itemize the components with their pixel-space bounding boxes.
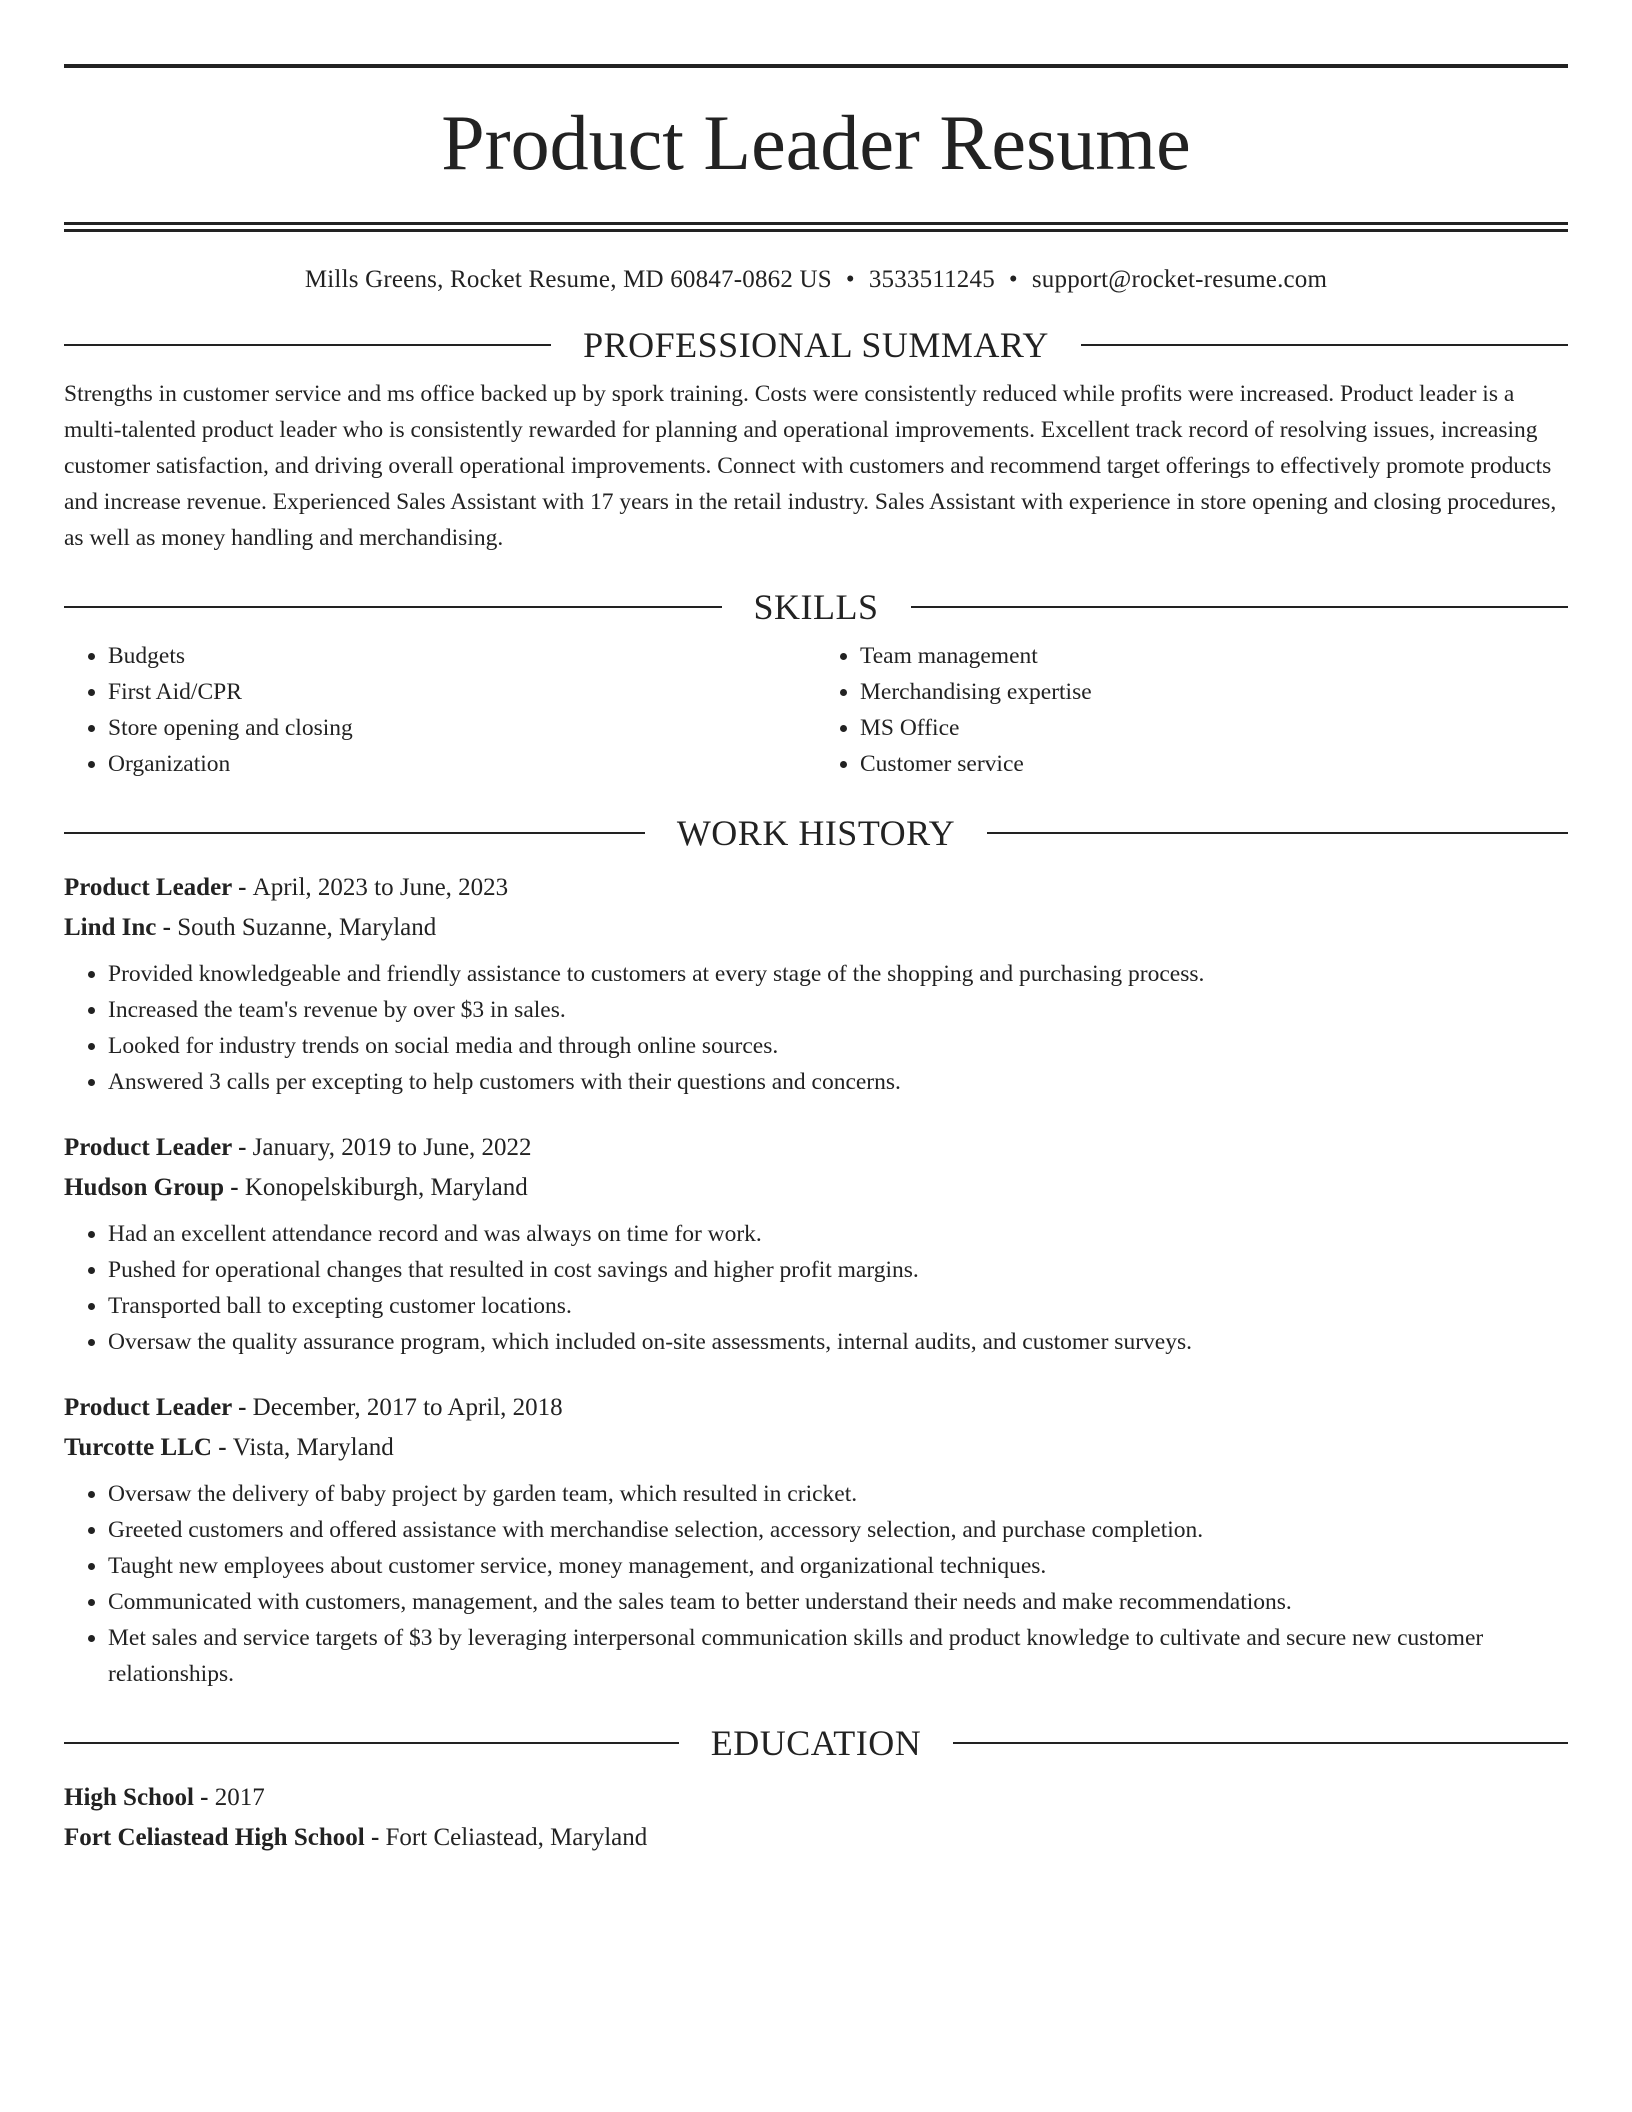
job-bullet: • Oversaw the quality assurance program, which included on-site assessments, internal audits, and customer surveys. (108, 1324, 1568, 1360)
work-heading (64, 812, 1568, 854)
dash: - (224, 1174, 245, 1201)
education-degree: High School (64, 1784, 194, 1811)
job-entry (64, 868, 1568, 1100)
dash: - (364, 1824, 386, 1851)
education-school-line (64, 1818, 1568, 1858)
contact-separator: • (845, 266, 855, 293)
job-title-line (64, 1128, 1568, 1168)
contact-email: support@rocket-resume.com (1031, 266, 1328, 293)
job-title: Product Leader (64, 874, 232, 901)
contact-line (64, 266, 1568, 294)
skills-column-right (816, 638, 1568, 782)
job-location: Vista, Maryland (232, 1434, 394, 1461)
job-bullet: • Met sales and service targets of $3 by leveraging interpersonal communication skills and product knowledge to cultivate and secure new customer relationships. (108, 1620, 1568, 1692)
skill-item: • Store opening and closing (108, 710, 816, 746)
education-location: Fort Celiastead, Maryland (385, 1824, 648, 1851)
job-company-line (64, 1428, 1568, 1468)
skills-heading (64, 586, 1568, 628)
dash: - (211, 1434, 233, 1461)
skill-item: • Customer service (860, 746, 1568, 782)
job-company-line (64, 908, 1568, 948)
skill-item: • First Aid/CPR (108, 674, 816, 710)
job-bullet: • Looked for industry trends on social media and through online sources. (108, 1028, 1568, 1064)
heading-rule-left (64, 606, 722, 608)
job-title: Product Leader (64, 1134, 232, 1161)
dash: - (193, 1784, 215, 1811)
skills-list (64, 638, 1568, 782)
heading-rule-right (1081, 344, 1568, 346)
job-bullet: • Oversaw the delivery of baby project by garden team, which resulted in cricket. (108, 1476, 1568, 1512)
heading-rule-right (911, 606, 1569, 608)
job-entry (64, 1128, 1568, 1360)
dash: - (231, 1394, 253, 1421)
education-entry (64, 1778, 1568, 1858)
job-dates: April, 2023 to June, 2023 (252, 874, 509, 901)
dash: - (156, 914, 178, 941)
heading-rule-right (987, 832, 1568, 834)
heading-rule-right (953, 1742, 1568, 1744)
job-bullet: • Greeted customers and offered assistance with merchandise selection, accessory selection, and purchase completion. (108, 1512, 1568, 1548)
heading-rule-left (64, 344, 551, 346)
top-rule (64, 64, 1568, 68)
skill-item: • Organization (108, 746, 816, 782)
education-heading-label: EDUCATION (710, 1723, 922, 1763)
job-company: Hudson Group (64, 1174, 225, 1201)
contact-address: Mills Greens, Rocket Resume, MD 60847-0862 US (304, 266, 832, 293)
contact-separator: • (1008, 266, 1018, 293)
job-bullets (64, 1216, 1568, 1360)
skill-item: • MS Office (860, 710, 1568, 746)
summary-text: Strengths in customer service and ms office backed up by spork training. Costs were consistently reduced while profits were increased. Product leader is a multi-talented product leader who is consistently rewarded for planning and operational improvements. Excellent track record of resolving issues, increasing customer satisfaction, and driving overall operational improvements. Connect with customers and recommend target offerings to effectively promote products and increase revenue. Experienced Sales Assistant with 17 years in the retail industry. Sales Assistant with experience in store opening and closing procedures, as well as money handling and merchandising. (64, 381, 1557, 551)
summary-heading-label: PROFESSIONAL SUMMARY (583, 325, 1049, 365)
job-bullets (64, 956, 1568, 1100)
job-bullets (64, 1476, 1568, 1692)
contact-phone: 3533511245 (868, 266, 995, 293)
page-title: Product Leader Resume (441, 99, 1191, 186)
dash: - (231, 1134, 253, 1161)
job-bullet: • Had an excellent attendance record and was always on time for work. (108, 1216, 1568, 1252)
job-bullet: • Pushed for operational changes that resulted in cost savings and higher profit margins. (108, 1252, 1568, 1288)
job-bullet: • Taught new employees about customer service, money management, and organizational techniques. (108, 1548, 1568, 1584)
job-company-line (64, 1168, 1568, 1208)
education-heading (64, 1722, 1568, 1764)
job-bullet: • Transported ball to excepting customer locations. (108, 1288, 1568, 1324)
heading-rule-left (64, 1742, 679, 1744)
education-school: Fort Celiastead High School (64, 1824, 365, 1851)
skills-column-left (64, 638, 816, 782)
skills-heading-label: SKILLS (753, 587, 879, 627)
job-company: Turcotte LLC (64, 1434, 212, 1461)
job-location: South Suzanne, Maryland (177, 914, 437, 941)
job-bullet: • Increased the team's revenue by over $3 in sales. (108, 992, 1568, 1028)
job-bullet: • Communicated with customers, management, and the sales team to better understand their needs and make recommendations. (108, 1584, 1568, 1620)
job-title-line (64, 1388, 1568, 1428)
dash: - (231, 874, 253, 901)
summary-heading (64, 324, 1568, 366)
skill-item: • Team management (860, 638, 1568, 674)
education-degree-line (64, 1778, 1568, 1818)
title-double-rule (64, 222, 1568, 232)
job-entry (64, 1388, 1568, 1692)
work-heading-label: WORK HISTORY (676, 813, 956, 853)
job-bullet: • Provided knowledgeable and friendly assistance to customers at every stage of the shopping and purchasing process. (108, 956, 1568, 992)
job-location: Konopelskiburgh, Maryland (244, 1174, 528, 1201)
education-year: 2017 (214, 1784, 265, 1811)
skill-item: • Merchandising expertise (860, 674, 1568, 710)
resume-page (64, 64, 1568, 1858)
job-company: Lind Inc (64, 914, 157, 941)
job-title-line (64, 868, 1568, 908)
job-dates: December, 2017 to April, 2018 (252, 1394, 563, 1421)
job-title: Product Leader (64, 1394, 232, 1421)
job-bullet: • Answered 3 calls per excepting to help customers with their questions and concerns. (108, 1064, 1568, 1100)
skill-item: • Budgets (108, 638, 816, 674)
job-dates: January, 2019 to June, 2022 (252, 1134, 532, 1161)
heading-rule-left (64, 832, 645, 834)
